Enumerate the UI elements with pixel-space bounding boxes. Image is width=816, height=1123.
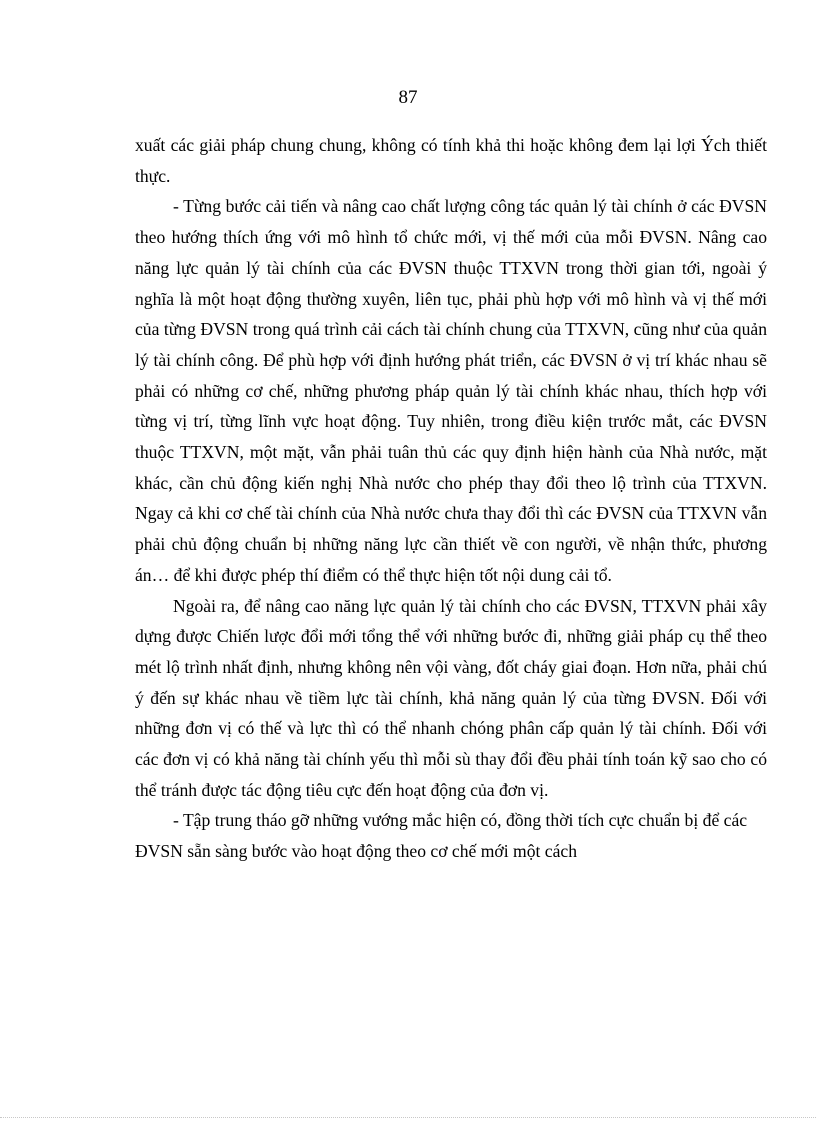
paragraph-financial-management-reform: - Từng bước cải tiến và nâng cao chất lượng công tác quản lý tài chính ở các ĐVSN theo hướng thích ứng với mô hình tổ chức mới, vị thế mới của mỗi ĐVSN. Nâng cao năng lực quản lý tài chính của các ĐVSN thuộc TTXVN trong thời gian tới, ngoài ý nghĩa là một hoạt động thường xuyên, liên tục, phải phù hợp với mô hình và vị thế mới của từng ĐVSN trong quá trình cải cách tài chính chung của TTXVN, cũng như của quản lý tài chính công. Để phù hợp với định hướng phát triển, các ĐVSN ở vị trí khác nhau sẽ phải có những cơ chế, những phương pháp quản lý tài chính khác nhau, thích hợp với từng vị trí, từng lĩnh vực hoạt động. Tuy nhiên, trong điều kiện trước mắt, các ĐVSN thuộc TTXVN, một mặt, vẫn phải tuân thủ các quy định hiện hành của Nhà nước, mặt khác, cần chủ động kiến nghị Nhà nước cho phép thay đổi theo lộ trình của TTXVN. Ngay cả khi cơ chế tài chính của Nhà nước chưa thay đổi thì các ĐVSN của TTXVN vẫn phải chủ động chuẩn bị những năng lực cần thiết về con người, về nhận thức, phương án… để khi được phép thí điểm có thể thực hiện tốt nội dung cải tổ. xyxy=(135,196,767,585)
body-text xyxy=(135,130,767,867)
page-number: 87 xyxy=(398,87,418,108)
paragraph-strategy: Ngoài ra, để nâng cao năng lực quản lý tài chính cho các ĐVSN, TTXVN phải xây dựng được Chiến lược đổi mới tổng thể với những bước đi, những giải pháp cụ thể theo mét lộ trình nhất định, nhưng không nên vội vàng, đốt cháy giai đoạn. Hơn nữa, phải chú ý đến sự khác nhau về tiềm lực tài chính, khả năng quản lý của từng ĐVSN. Đối với những đơn vị có thế và lực thì có thể nhanh chóng phân cấp quản lý tài chính. Đối với các đơn vị có khả năng tài chính yếu thì mỗi sù thay đổi đều phải tính toán kỹ sao cho có thể tránh được tác động tiêu cực đến hoạt động của đơn vị. xyxy=(135,595,767,800)
page-bottom-border xyxy=(0,1117,816,1118)
paragraph-remove-obstacles: - Tập trung tháo gỡ những vướng mắc hiện có, đồng thời tích cực chuẩn bị để các ĐVSN sẵn sàng bước vào hoạt động theo cơ chế mới một cách xyxy=(135,810,748,862)
paragraph-continuation: xuất các giải pháp chung chung, không có tính khả thi hoặc không đem lại lợi Ých thiết thực. xyxy=(135,135,767,186)
